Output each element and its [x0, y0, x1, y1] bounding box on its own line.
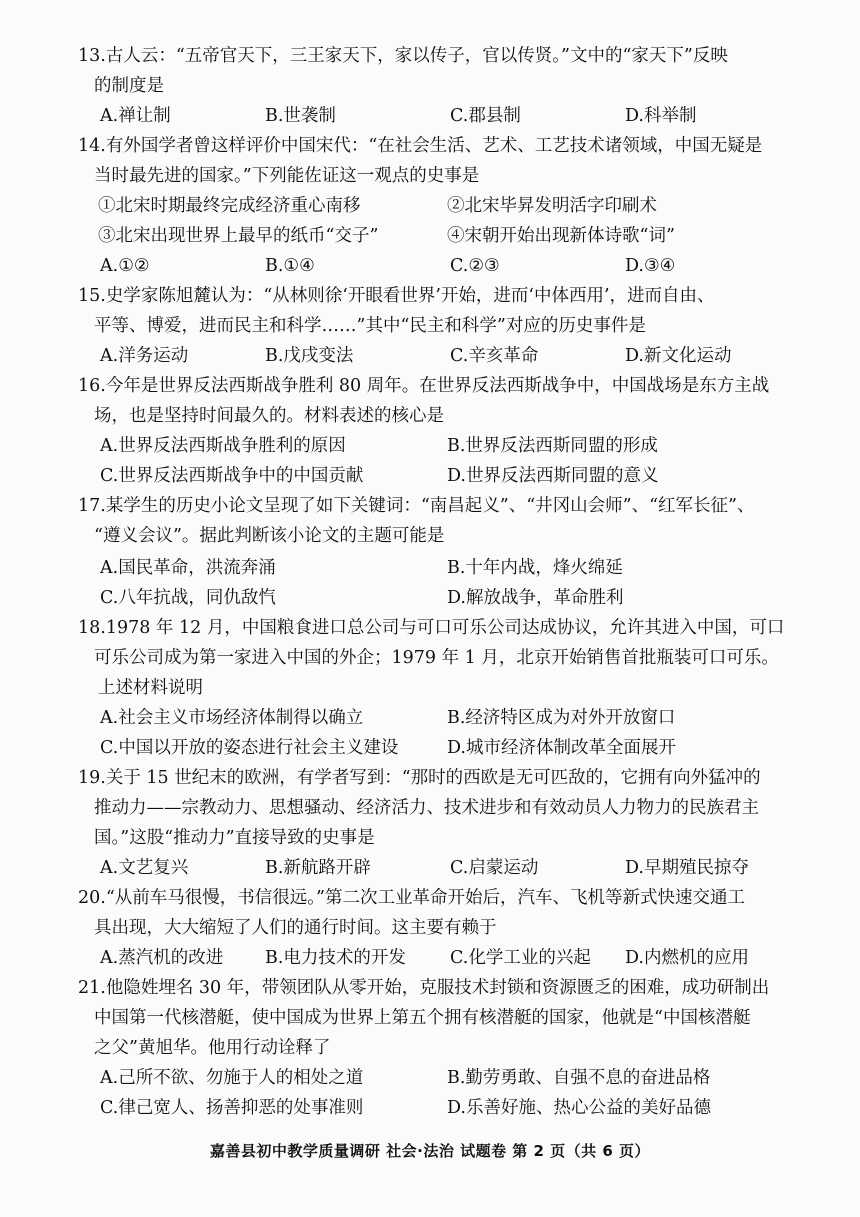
question-17-option-d[interactable]: D.解放战争，革命胜利	[447, 588, 624, 608]
question-21-option-a[interactable]: A.己所不欲、勿施于人的相处之道	[100, 1068, 364, 1088]
question-13-line-1: 13.古人云：“五帝官天下，三王家天下，家以传子，官以传贤。”文中的“家天下”反映	[78, 46, 728, 66]
question-14-statement-4: ④宋朝开始出现新体诗歌“词”	[447, 226, 675, 246]
question-13-line-2: 的制度是	[94, 76, 164, 96]
question-14-line-1: 14.有外国学者曾这样评价中国宋代：“在社会生活、艺术、工艺技术诸领域，中国无疑是	[78, 136, 763, 156]
question-18-line-2: 可乐公司成为第一家进入中国的外企；1979 年 1 月，北京开始销售首批瓶装可口可乐。	[94, 648, 779, 668]
question-15-line-2: 平等、博爱，进而民主和科学……”其中“民主和科学”对应的历史事件是	[94, 316, 646, 336]
question-21-line-2: 中国第一代核潜艇，使中国成为世界上第五个拥有核潜艇的国家，他就是“中国核潜艇	[94, 1008, 751, 1028]
question-18-line-1: 18.1978 年 12 月，中国粮食进口总公司与可口可乐公司达成协议，允许其进入中国，可口	[78, 618, 785, 638]
question-14-statement-2: ②北宋毕昇发明活字印刷术	[447, 196, 657, 216]
question-14-option-d[interactable]: D.③④	[625, 256, 676, 276]
question-20-line-1: 20.“从前车马很慢，书信很远。”第二次工业革命开始后，汽车、飞机等新式快速交通工	[78, 888, 745, 908]
question-17-line-2: “遵义会议”。据此判断该小论文的主题可能是	[94, 526, 445, 546]
question-19-line-3: 国。”这股“推动力”直接导致的史事是	[94, 828, 375, 848]
question-21-line-1: 21.他隐姓埋名 30 年，带领团队从零开始，克服技术封锁和资源匮乏的困难，成功研制出	[78, 978, 770, 998]
question-21-option-c[interactable]: C.律己宽人、扬善抑恶的处事准则	[100, 1098, 364, 1118]
question-14-option-c[interactable]: C.②③	[450, 256, 500, 276]
question-21-line-3: 之父”黄旭华。他用行动诠释了	[94, 1038, 331, 1058]
question-16-option-c[interactable]: C.世界反法西斯战争中的中国贡献	[100, 466, 364, 486]
question-20-option-b[interactable]: B.电力技术的开发	[265, 948, 406, 968]
question-20-option-a[interactable]: A.蒸汽机的改进	[100, 948, 224, 968]
question-16-option-a[interactable]: A.世界反法西斯战争胜利的原因	[100, 436, 346, 456]
question-14-statement-1: ①北宋时期最终完成经济重心南移	[98, 196, 361, 216]
question-18-option-c[interactable]: C.中国以开放的姿态进行社会主义建设	[100, 738, 399, 758]
question-19-line-2: 推动力——宗教动力、思想骚动、经济活力、技术进步和有效动员人力物力的民族君主	[94, 798, 759, 818]
question-20-option-d[interactable]: D.内燃机的应用	[625, 948, 749, 968]
question-13-option-c[interactable]: C.郡县制	[450, 106, 521, 126]
question-15-option-d[interactable]: D.新文化运动	[625, 346, 732, 366]
question-17-option-c[interactable]: C.八年抗战，同仇敌忾	[100, 588, 276, 608]
question-19-option-d[interactable]: D.早期殖民掠夺	[625, 858, 749, 878]
question-20-line-2: 具出现，大大缩短了人们的通行时间。这主要有赖于	[94, 918, 497, 938]
question-17-option-a[interactable]: A.国民革命，洪流奔涌	[100, 558, 276, 578]
question-15-option-b[interactable]: B.戊戌变法	[265, 346, 354, 366]
question-19-option-b[interactable]: B.新航路开辟	[265, 858, 371, 878]
question-19-option-c[interactable]: C.启蒙运动	[450, 858, 539, 878]
question-18-option-d[interactable]: D.城市经济体制改革全面展开	[447, 738, 676, 758]
question-16-option-d[interactable]: D.世界反法西斯同盟的意义	[447, 466, 659, 486]
page-footer: 嘉善县初中教学质量调研 社会·法治 试题卷 第 2 页（共 6 页）	[209, 1142, 651, 1160]
question-17-line-1: 17.某学生的历史小论文呈现了如下关键词：“南昌起义”、“井冈山会师”、“红军长征”、	[78, 496, 755, 516]
question-14-option-a[interactable]: A.①②	[100, 256, 150, 276]
question-19-option-a[interactable]: A.文艺复兴	[100, 858, 189, 878]
question-16-line-2: 场，也是坚持时间最久的。材料表述的核心是	[94, 406, 444, 426]
question-18-option-b[interactable]: B.经济特区成为对外开放窗口	[447, 708, 676, 728]
question-14-option-b[interactable]: B.①④	[265, 256, 315, 276]
question-21-option-b[interactable]: B.勤劳勇敢、自强不息的奋进品格	[447, 1068, 711, 1088]
question-18-option-a[interactable]: A.社会主义市场经济体制得以确立	[100, 708, 364, 728]
question-15-option-c[interactable]: C.辛亥革命	[450, 346, 539, 366]
question-20-option-c[interactable]: C.化学工业的兴起	[450, 948, 591, 968]
question-15-option-a[interactable]: A.洋务运动	[100, 346, 189, 366]
question-18-line-3: 上述材料说明	[98, 678, 203, 698]
question-15-line-1: 15.史学家陈旭麓认为：“从林则徐‘开眼看世界’开始，进而‘中体西用’，进而自由、	[78, 286, 715, 306]
question-14-statement-3: ③北宋出现世界上最早的纸币“交子”	[98, 226, 379, 246]
question-17-option-b[interactable]: B.十年内战，烽火绵延	[447, 558, 623, 578]
question-16-line-1: 16.今年是世界反法西斯战争胜利 80 周年。在世界反法西斯战争中，中国战场是东方主战	[78, 376, 770, 396]
question-13-option-d[interactable]: D.科举制	[625, 106, 697, 126]
question-16-option-b[interactable]: B.世界反法西斯同盟的形成	[447, 436, 658, 456]
question-13-option-a[interactable]: A.禅让制	[100, 106, 171, 126]
question-13-option-b[interactable]: B.世袭制	[265, 106, 336, 126]
question-19-line-1: 19.关于 15 世纪末的欧洲，有学者写到：“那时的西欧是无可匹敌的，它拥有向外猛冲的	[78, 768, 761, 788]
question-14-line-2: 当时最先进的国家。”下列能佐证这一观点的史事是	[94, 166, 480, 186]
question-21-option-d[interactable]: D.乐善好施、热心公益的美好品德	[447, 1098, 711, 1118]
